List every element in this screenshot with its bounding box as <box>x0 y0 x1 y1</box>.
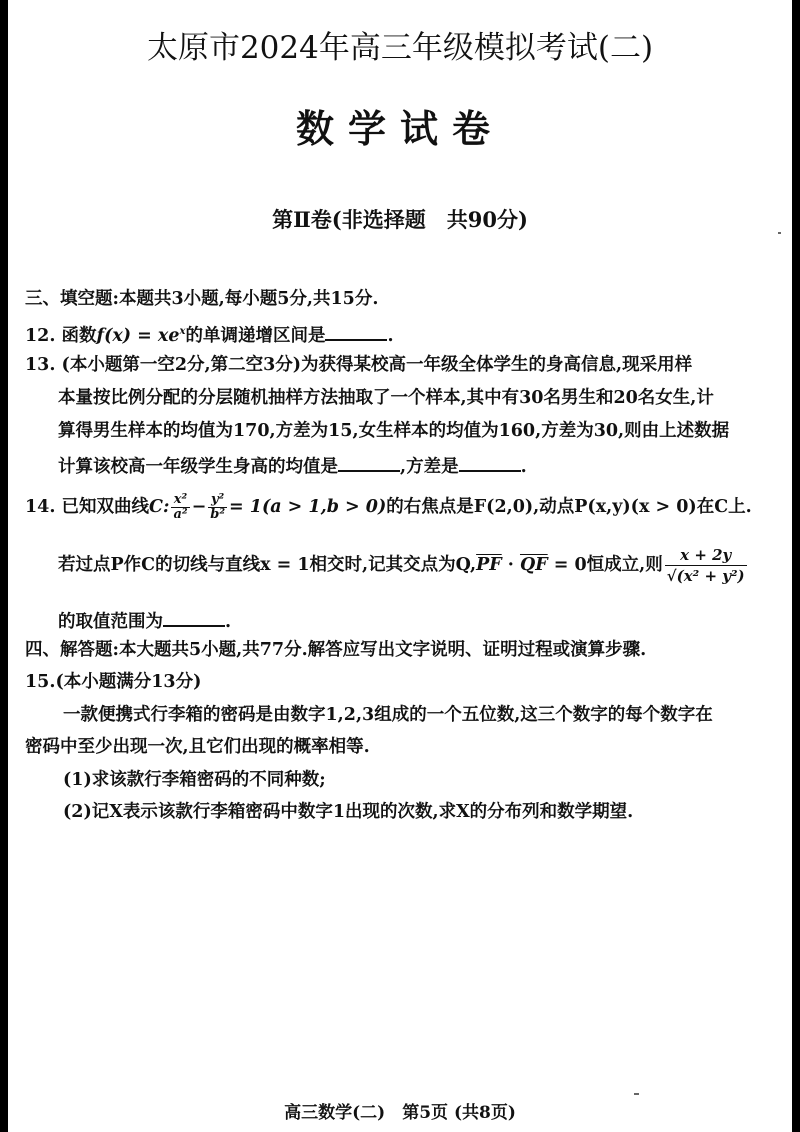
q14-vector-qf: $\overline{QF}$ <box>519 555 548 575</box>
q15-number: 15. <box>25 672 56 692</box>
q14-curve-name: C: <box>149 497 170 517</box>
q12-prefix: 函数 <box>61 325 97 346</box>
q14-period: . <box>225 612 232 632</box>
q12-answer-blank[interactable] <box>325 321 387 341</box>
question-13-line1 <box>25 353 692 377</box>
q12-period: . <box>387 325 394 346</box>
page-footer: 高三数学(二) 第5页 (共8页) <box>284 1103 516 1123</box>
q14-frac-y <box>208 493 227 522</box>
q12-sup: x <box>179 326 186 337</box>
q14-answer-blank[interactable] <box>163 607 225 627</box>
question-14-line2 <box>58 545 749 586</box>
frac-denominator: a² <box>173 507 188 522</box>
q14-equation-rhs: = 1(a > 1,b > 0) <box>229 497 387 517</box>
q13-variance-blank[interactable] <box>459 452 521 472</box>
q14-target-fraction <box>665 545 747 586</box>
q13-number: 13. <box>25 355 56 375</box>
frac-denominator: √(x² + y²) <box>666 567 745 585</box>
q13-text-line2: 本量按比例分配的分层随机抽样方法抽取了一个样本,其中有30名男生和20名女生,计 <box>58 388 714 408</box>
q14-dot-product: · <box>501 555 520 575</box>
q13-mean-prompt: 计算该校高一年级学生身高的均值是 <box>58 457 338 477</box>
scan-speck <box>778 232 781 234</box>
q13-mean-blank[interactable] <box>338 452 400 472</box>
q14-number: 14. <box>25 497 56 517</box>
exam-title: 太原市2024年高三年级模拟考试(二) <box>146 30 654 66</box>
frac-numerator: y² <box>211 492 225 507</box>
q14-line1-suffix: 的右焦点是F(2,0),动点P(x,y)(x > 0)在C上. <box>386 497 752 517</box>
q12-formula: f(x) = xe <box>96 325 180 346</box>
q12-number: 12. <box>25 325 56 346</box>
q13-text-line4 <box>58 452 527 479</box>
section3-heading: 三、填空题:本题共3小题,每小题5分,共15分. <box>25 289 379 309</box>
question-15-header <box>25 670 201 694</box>
q15-body-line2: 密码中至少出现一次,且它们出现的概率相等. <box>25 737 370 757</box>
q14-line2-text: 若过点P作C的切线与直线x = 1相交时,记其交点为Q, <box>58 555 477 575</box>
q13-text-line3: 算得男生样本的均值为170,方差为15,女生样本的均值为160,方差为30,则由上述数据 <box>58 421 730 441</box>
q14-vector-pf: $\overline{PF}$ <box>476 555 502 575</box>
q12-suffix: 的单调递增区间是 <box>185 325 326 346</box>
exam-page <box>8 0 792 1132</box>
q14-range-prompt: 的取值范围为 <box>58 612 163 632</box>
q15-part2: (2)记X表示该款行李箱密码中数字1出现的次数,求X的分布列和数学期望. <box>63 802 634 822</box>
question-12 <box>25 320 394 348</box>
frac-denominator: b² <box>210 507 226 522</box>
question-14-line3 <box>58 607 231 634</box>
q14-minus: − <box>191 497 207 517</box>
q14-prefix: 已知双曲线 <box>61 497 150 517</box>
scan-speck <box>634 1093 639 1095</box>
q13-text-line1: (本小题第一空2分,第二空3分)为获得某校高一年级全体学生的身高信息,现采用样 <box>61 355 693 375</box>
q13-variance-prompt: ,方差是 <box>400 457 459 477</box>
q14-frac-x <box>171 493 189 522</box>
q15-body-line1: 一款便携式行李箱的密码是由数字1,2,3组成的一个五位数,这三个数字的每个数字在 <box>63 705 713 725</box>
q15-part1: (1)求该款行李箱密码的不同种数; <box>63 770 326 790</box>
frac-numerator: x + 2y <box>680 546 732 564</box>
question-14-line1 <box>25 493 752 522</box>
part-title: 第Ⅱ卷(非选择题 共90分) <box>272 207 528 232</box>
q13-period: . <box>520 457 527 477</box>
q14-condition: = 0恒成立,则 <box>547 555 663 575</box>
subject-title: 数学试卷 <box>295 107 504 151</box>
section4-heading: 四、解答题:本大题共5小题,共77分.解答应写出文字说明、证明过程或演算步骤. <box>25 640 647 660</box>
q15-score: (本小题满分13分) <box>55 672 202 692</box>
frac-numerator: x² <box>173 492 188 507</box>
